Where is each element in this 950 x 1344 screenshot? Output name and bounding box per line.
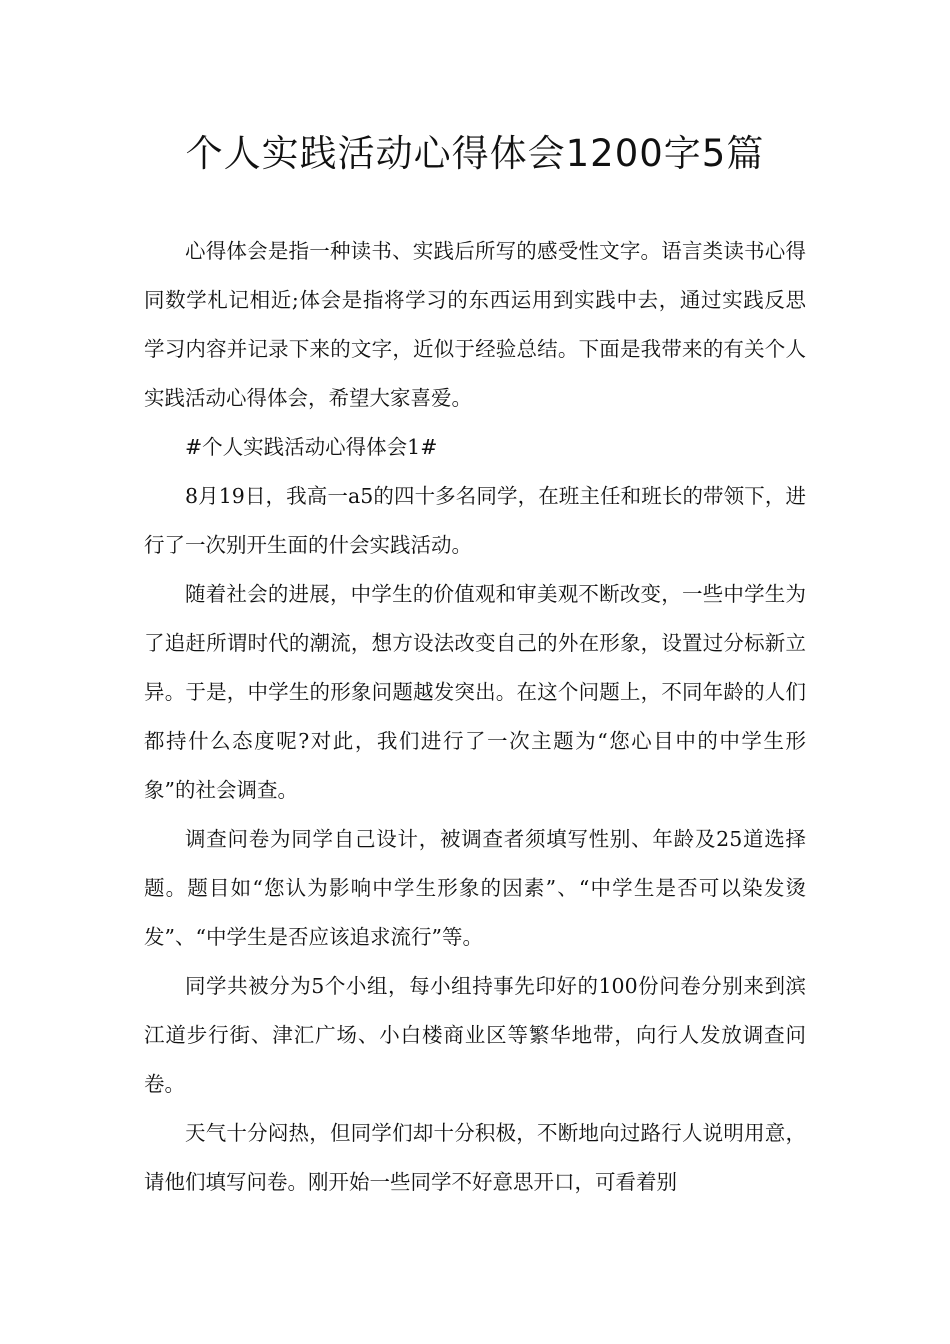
paragraph: 同学共被分为5个小组，每小组持事先印好的100份问卷分别来到滨江道步行街、津汇广场、小白楼商业区等繁华地带，向行人发放调查问卷。 xyxy=(144,974,806,1096)
paragraph: 8月19日，我高一a5的四十多名同学，在班主任和班长的带领下，进行了一次别开生面的什会实践活动。 xyxy=(144,484,806,557)
document-title: 个人实践活动心得体会1200字5篇 xyxy=(185,132,765,175)
section-heading: #个人实践活动心得体会1# xyxy=(185,435,438,459)
paragraph: 天气十分闷热，但同学们却十分积极，不断地向过路行人说明用意，请他们填写问卷。刚开始一些同学不好意思开口，可看着别 xyxy=(144,1121,806,1194)
paragraph: 随着社会的进展，中学生的价值观和审美观不断改变，一些中学生为了追赶所谓时代的潮流，想方设法改变自己的外在形象，设置过分标新立异。于是，中学生的形象问题越发突出。在这个问题上，不同年龄的人们都持什么态度呢?对此，我们进行了一次主题为“您心目中的中学生形象”的社会调查。 xyxy=(144,582,806,802)
paragraph-intro: 心得体会是指一种读书、实践后所写的感受性文字。语言类读书心得同数学札记相近;体会是指将学习的东西运用到实践中去，通过实践反思学习内容并记录下来的文字，近似于经验总结。下面是我带来的有关个人实践活动心得体会，希望大家喜爱。 xyxy=(144,239,806,410)
document-body xyxy=(144,227,806,1207)
paragraph: 调查问卷为同学自己设计，被调查者须填写性别、年龄及25道选择题。题目如“您认为影响中学生形象的因素”、“中学生是否可以染发烫发”、“中学生是否应该追求流行”等。 xyxy=(144,827,806,949)
